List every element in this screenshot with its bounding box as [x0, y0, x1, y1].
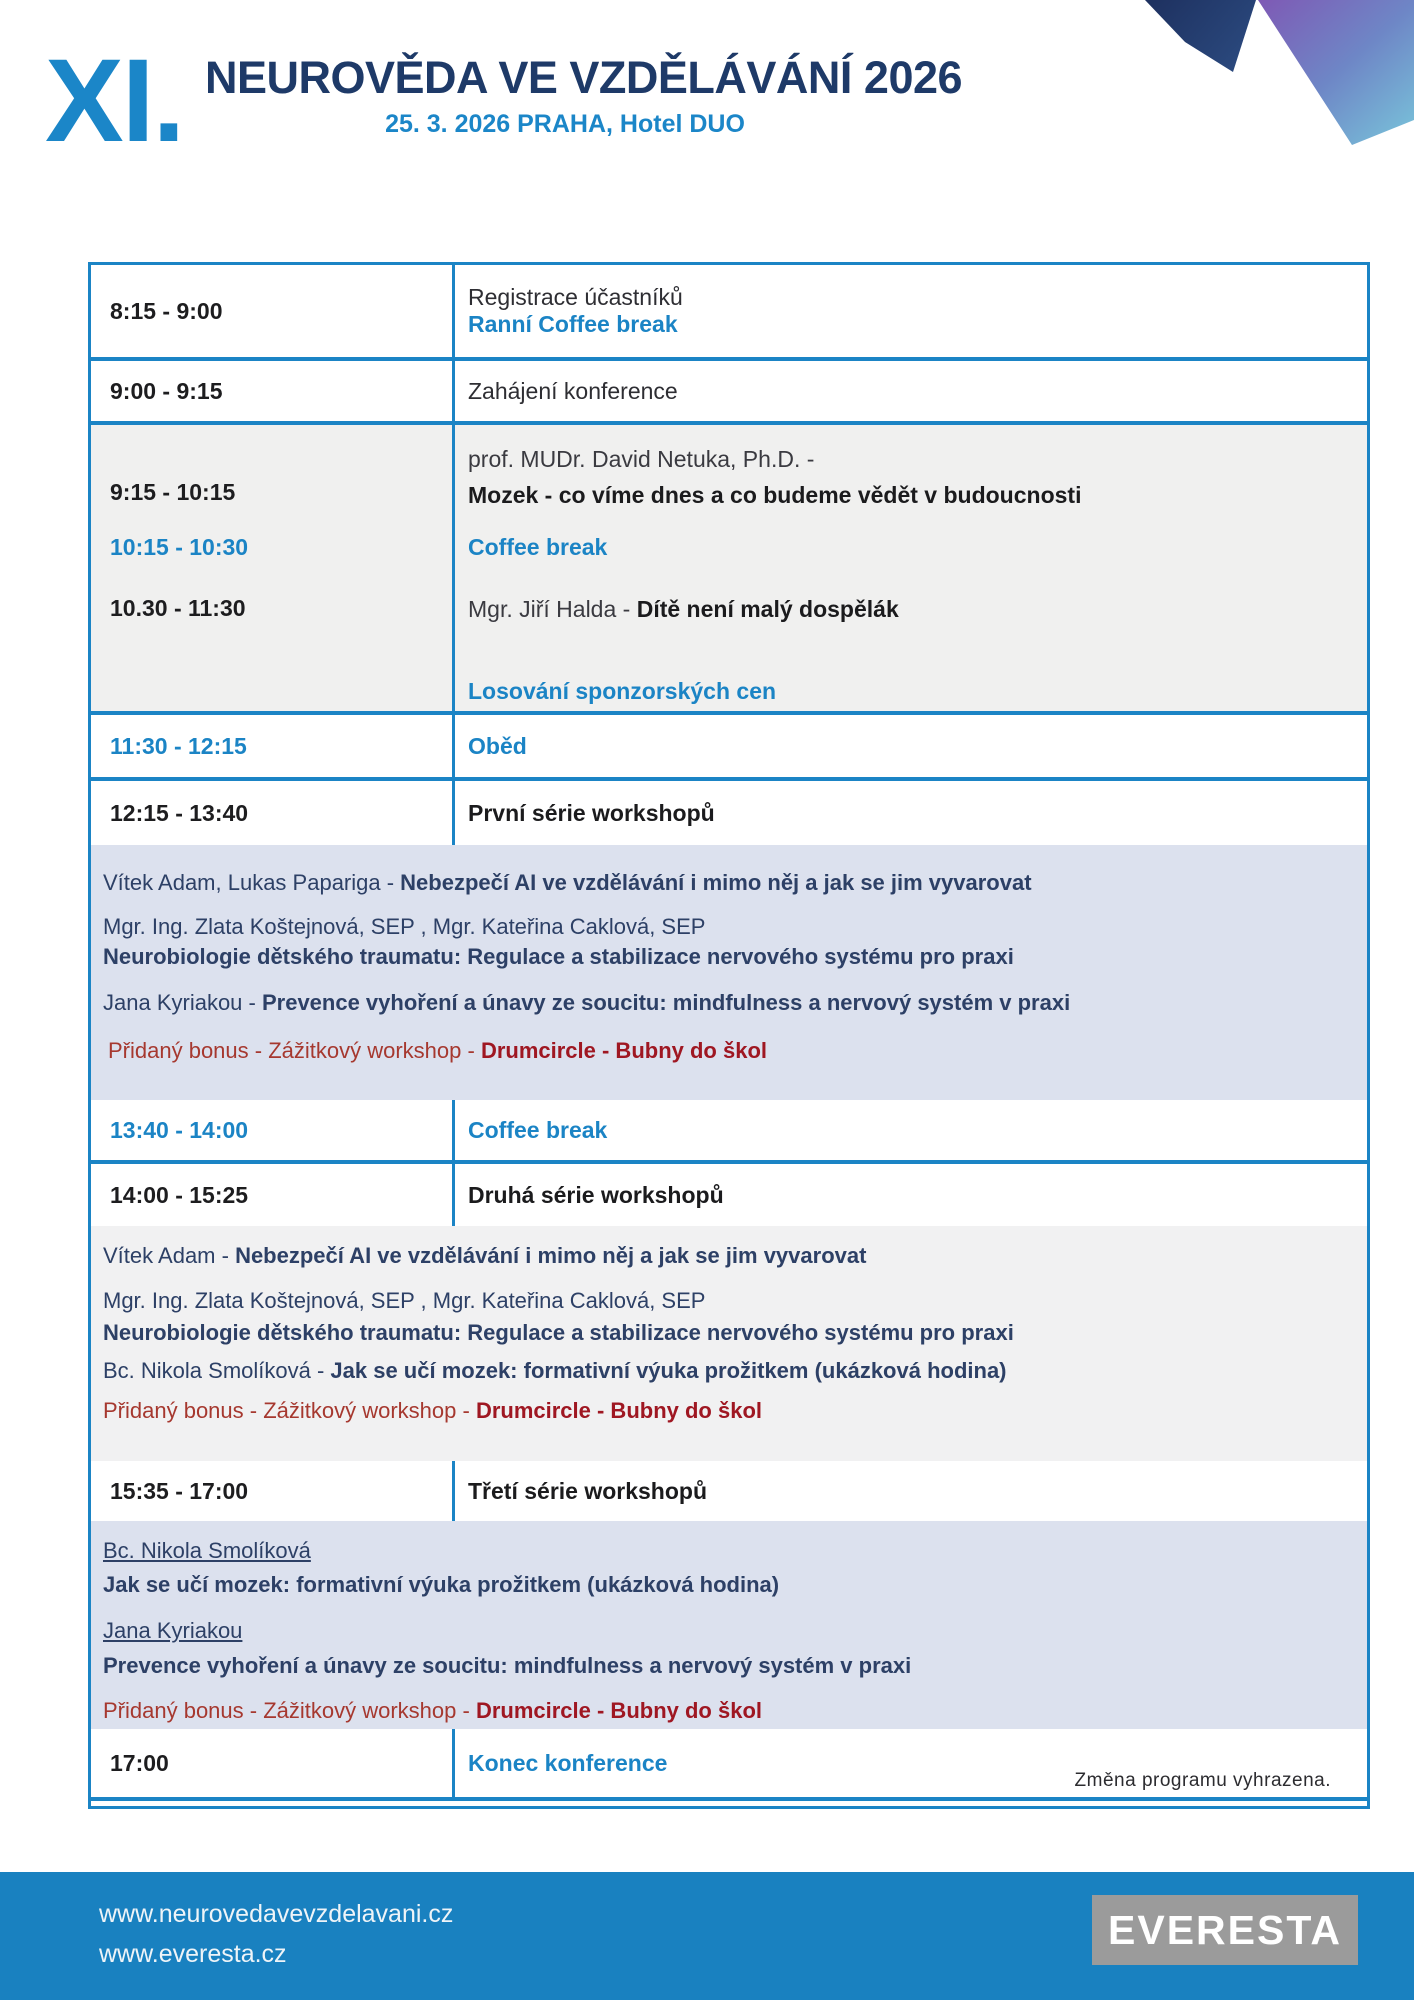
table-row-opening [91, 357, 1367, 421]
event-cell [455, 425, 1367, 711]
everesta-website-link[interactable]: www.everesta.cz [99, 1940, 287, 1968]
corner-gradient-shape [1258, 0, 1414, 145]
footer-bar [0, 1872, 1414, 2000]
speaker-name: prof. MUDr. David Netuka, Ph.D. - [468, 446, 815, 472]
time-cell: 15:35 - 17:00 [91, 1461, 455, 1521]
time-cell [91, 425, 455, 711]
talk-title: Mozek - co víme dnes a co budeme vědět v budoucnosti [468, 482, 1082, 508]
table-row-workshops-3 [91, 1461, 1367, 1521]
event-line: Registrace účastníků [468, 284, 683, 310]
workshop-speaker: Bc. Nikola Smolíková [103, 1538, 311, 1563]
footer-links [99, 1894, 453, 1974]
event-cell [455, 715, 1367, 777]
workshop-title: Neurobiologie dětského traumatu: Regulace a stabilizace nervového systému pro praxi [103, 944, 1014, 969]
edition-number: XI. [45, 35, 184, 167]
end-label: Konec konference [468, 1749, 668, 1776]
workshop-line: Vítek Adam, Lukas Papariga - Nebezpečí AI ve vzdělávání i mimo něj a jak se jim vyvarovat [103, 870, 1032, 895]
event-date-location: 25. 3. 2026 PRAHA, Hotel DUO [385, 110, 745, 138]
coffee-break-label: Coffee break [468, 1116, 608, 1143]
time-slot: 9:15 - 10:15 [110, 479, 236, 505]
time-cell: 14:00 - 15:25 [91, 1164, 455, 1226]
coffee-break-label: Coffee break [468, 534, 608, 560]
workshop-line: Vítek Adam - Nebezpečí AI ve vzdělávání i mimo něj a jak se jim vyvarovat [103, 1243, 867, 1268]
conference-website-link[interactable]: www.neurovedavevzdelavani.cz [99, 1900, 454, 1928]
event-cell [455, 1729, 1367, 1797]
bonus-line: Přidaný bonus - Zážitkový workshop - Drumcircle - Bubny do škol [103, 1698, 762, 1723]
time-slot-break: 10:15 - 10:30 [110, 534, 249, 560]
bonus-line: Přidaný bonus - Zážitkový workshop - Drumcircle - Bubny do škol [103, 1398, 762, 1423]
event-cell [455, 361, 1367, 421]
lunch-label: Oběd [468, 732, 527, 759]
program-change-note: Změna programu vyhrazena. [1074, 1770, 1331, 1791]
time-slot: 10.30 - 11:30 [110, 595, 246, 621]
workshop-block-2 [91, 1226, 1367, 1461]
time-cell: 17:00 [91, 1729, 455, 1797]
table-row-workshops-1 [91, 777, 1367, 845]
workshop-title: Jak se učí mozek: formativní výuka prožitkem (ukázková hodina) [103, 1572, 780, 1597]
raffle-label: Losování sponzorských cen [468, 678, 777, 704]
event-line-highlight: Ranní Coffee break [468, 311, 678, 337]
workshop-block-3 [91, 1521, 1367, 1729]
workshop-line: Bc. Nikola Smolíková - Jak se učí mozek: formativní výuka prožitkem (ukázková hodina) [103, 1358, 1007, 1383]
event-cell [455, 1164, 1367, 1226]
time-cell: 13:40 - 14:00 [91, 1100, 455, 1160]
workshop-speakers: Mgr. Ing. Zlata Koštejnová, SEP , Mgr. Kateřina Caklová, SEP [103, 914, 706, 939]
bonus-line: Přidaný bonus - Zážitkový workshop - Drumcircle - Bubny do škol [108, 1038, 767, 1063]
page-title: NEUROVĚDA VE VZDĚLÁVÁNÍ 2026 [205, 52, 963, 103]
series-title: Třetí série workshopů [468, 1477, 708, 1504]
table-row-keynotes [91, 421, 1367, 711]
workshop-line: Jana Kyriakou - Prevence vyhoření a únavy ze soucitu: mindfulness a nervový systém v praxi [103, 990, 1071, 1015]
table-row-workshops-2 [91, 1160, 1367, 1226]
workshop-title: Prevence vyhoření a únavy ze soucitu: mindfulness a nervový systém v praxi [103, 1653, 912, 1678]
event-cell [455, 781, 1367, 845]
schedule-table [88, 262, 1370, 1809]
time-cell: 8:15 - 9:00 [91, 265, 455, 357]
event-cell [455, 1100, 1367, 1160]
event-cell [455, 265, 1367, 357]
everesta-logo: EVERESTA [1092, 1895, 1358, 1965]
workshop-block-1 [91, 845, 1367, 1100]
table-row-registration [91, 265, 1367, 357]
series-title: První série workshopů [468, 799, 715, 826]
speaker-talk-line: Mgr. Jiří Halda - Dítě není malý dospělák [468, 596, 899, 622]
workshop-title: Neurobiologie dětského traumatu: Regulace a stabilizace nervového systému pro praxi [103, 1320, 1014, 1345]
corner-navy-shape [1145, 0, 1256, 72]
event-line: Zahájení konference [468, 377, 678, 404]
table-row-coffee-2 [91, 1100, 1367, 1160]
series-title: Druhá série workshopů [468, 1181, 724, 1208]
table-row-lunch [91, 711, 1367, 777]
event-cell [455, 1461, 1367, 1521]
time-cell: 9:00 - 9:15 [91, 361, 455, 421]
table-row-end [91, 1729, 1367, 1801]
time-cell: 12:15 - 13:40 [91, 781, 455, 845]
workshop-speaker: Jana Kyriakou [103, 1618, 243, 1643]
time-cell: 11:30 - 12:15 [91, 715, 455, 777]
workshop-speakers: Mgr. Ing. Zlata Koštejnová, SEP , Mgr. Kateřina Caklová, SEP [103, 1288, 706, 1313]
